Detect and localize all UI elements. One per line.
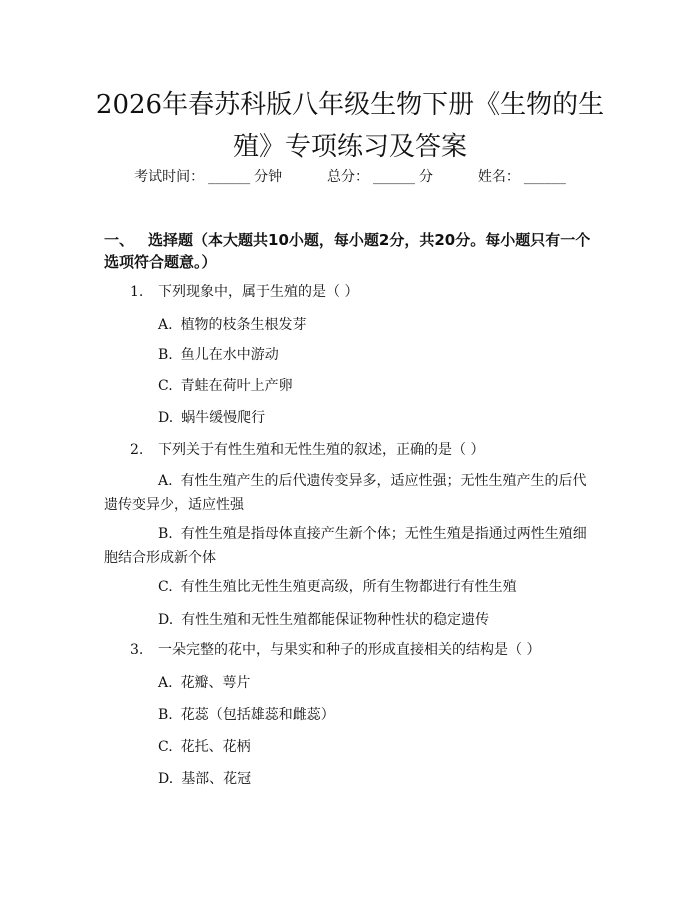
time-unit: 分钟	[254, 169, 283, 185]
question-number: 3.	[130, 642, 144, 658]
question-2	[130, 440, 484, 460]
exam-meta	[0, 167, 700, 187]
q2-option-a: A. 有性生殖产生的后代遗传变异多，适应性强；无性生殖产生的后代遗传变异少，适应性强	[104, 473, 587, 513]
name-blank: ______	[523, 169, 566, 185]
page-title: 2026年春苏科版八年级生物下册《生物的生殖》专项练习及答案	[95, 90, 605, 162]
question-stem: 一朵完整的花中，与果实和种子的形成直接相关的结构是（ ）	[158, 642, 541, 658]
q2-option-b: B. 有性生殖是指母体直接产生新个体；无性生殖是指通过两性生殖细胞结合形成新个体	[104, 526, 587, 566]
question-stem: 下列现象中，属于生殖的是（ ）	[158, 284, 359, 300]
q3-option-c: C. 花托、花柄	[158, 739, 251, 755]
section-heading	[104, 229, 600, 273]
score-blank: ______	[373, 169, 415, 185]
time-blank: ______	[208, 169, 251, 185]
question-1	[130, 282, 358, 302]
q1-option-d: D. 蜗牛缓慢爬行	[158, 410, 266, 426]
score-label: 总分：	[327, 169, 369, 185]
question-number: 1.	[130, 284, 144, 300]
time-label: 考试时间：	[134, 169, 205, 185]
name-label: 姓名：	[477, 169, 520, 185]
score-unit: 分	[419, 169, 433, 185]
q2-option-c: C. 有性生殖比无性生殖更高级，所有生物都进行有性生殖	[158, 579, 517, 595]
q3-option-d: D. 基部、花冠	[158, 771, 252, 787]
question-3	[130, 640, 540, 660]
q3-option-a: A. 花瓣、萼片	[158, 675, 251, 691]
q1-option-c: C. 青蛙在荷叶上产卵	[158, 378, 293, 394]
q1-option-a: A. 植物的枝条生根发芽	[158, 317, 307, 333]
q3-option-b: B. 花蕊（包括雄蕊和雌蕊）	[158, 707, 335, 723]
q2-option-d: D. 有性生殖和无性生殖都能保证物种性状的稳定遗传	[158, 612, 490, 628]
q1-option-b: B. 鱼儿在水中游动	[158, 347, 279, 363]
section-number: 一、	[104, 231, 135, 249]
question-stem: 下列关于有性生殖和无性生殖的叙述，正确的是（ ）	[158, 442, 485, 458]
question-number: 2.	[130, 442, 144, 458]
section-text: 选择题（本大题共10小题，每小题2分，共20分。每小题只有一个选项符合题意。）	[104, 231, 591, 271]
